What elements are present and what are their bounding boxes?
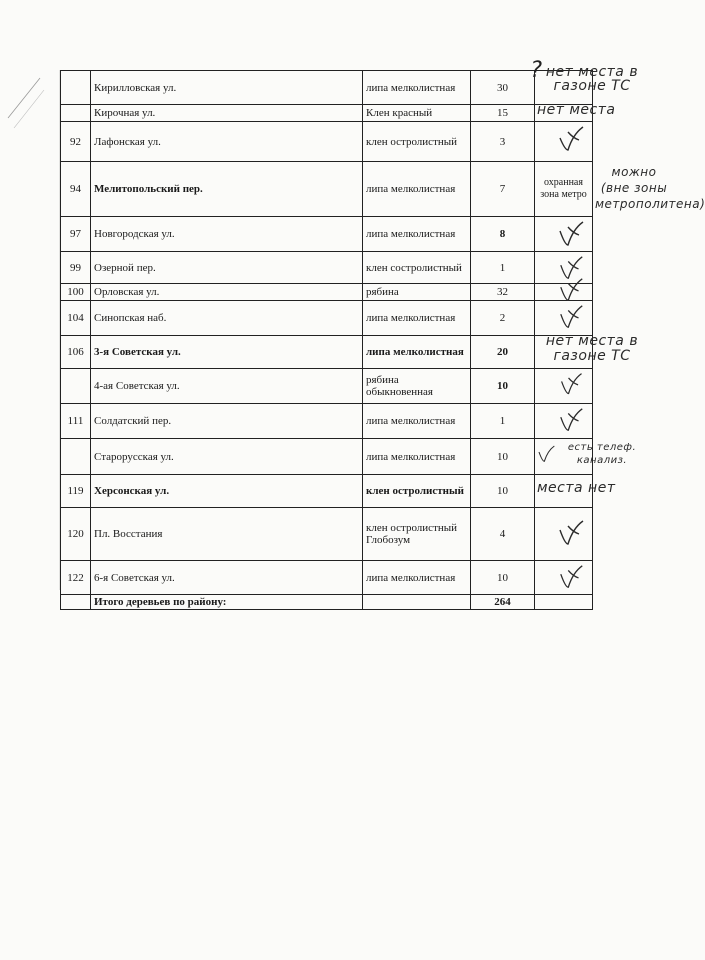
check-mark-icon — [537, 443, 557, 465]
tree-count: 10 — [471, 561, 535, 595]
note-cell — [535, 404, 593, 439]
note-cell — [535, 561, 593, 595]
street-name: Синопская наб. — [91, 301, 363, 336]
row-number — [61, 369, 91, 404]
tree-count: 7 — [471, 162, 535, 217]
street-name: Орловская ул. — [91, 284, 363, 301]
table-row — [61, 369, 593, 404]
note-cell — [535, 369, 593, 404]
tree-species: клен остролистный Глобозум — [363, 508, 471, 561]
tree-count-value: 30 — [497, 81, 508, 94]
tree-species: липа мелколистная — [363, 71, 471, 105]
check-mark-icon — [557, 563, 587, 591]
street-name: Кирилловская ул. — [91, 71, 363, 105]
handwritten-note: нет места в газоне ТС — [545, 333, 639, 364]
tree-count: 8 — [471, 217, 535, 252]
note-cell — [535, 102, 616, 122]
table-row — [61, 162, 593, 217]
tree-species: липа мелколистная — [363, 217, 471, 252]
table-row — [61, 284, 593, 301]
handwritten-note: можно (вне зоны метрополитена) — [595, 165, 705, 211]
tree-species: липа мелколистная — [363, 336, 471, 369]
check-mark-icon — [557, 219, 587, 249]
note-cell — [535, 122, 593, 162]
tree-count: 10 — [471, 475, 535, 508]
street-name: Пл. Восстания — [91, 508, 363, 561]
tree-count: 10 — [471, 439, 535, 475]
row-number — [61, 105, 91, 122]
question-mark: ? — [530, 58, 542, 83]
table-row — [61, 439, 593, 475]
tree-count — [471, 58, 542, 105]
tree-count: 20 — [471, 336, 535, 369]
check-mark-icon — [557, 124, 587, 154]
note-cell — [535, 475, 616, 508]
row-number: 104 — [61, 301, 91, 336]
note-cell — [535, 64, 639, 105]
row-number: 99 — [61, 252, 91, 284]
row-number: 94 — [61, 162, 91, 217]
table-row — [61, 404, 593, 439]
trees-table — [60, 58, 705, 610]
street-name: Лафонская ул. — [91, 122, 363, 162]
note-text: охранная зона метро — [540, 177, 587, 200]
note-cell — [535, 284, 593, 301]
tree-count: 1 — [471, 404, 535, 439]
handwritten-note: места нет — [537, 480, 616, 496]
total-species-cell — [363, 595, 471, 610]
table-row — [61, 508, 593, 561]
handwritten-note: есть телеф. канализ. — [567, 442, 637, 466]
street-name: Старорусская ул. — [91, 439, 363, 475]
row-number: 120 — [61, 508, 91, 561]
row-number — [61, 439, 91, 475]
street-name: Кирочная ул. — [91, 105, 363, 122]
note-cell — [535, 333, 639, 369]
note-cell — [535, 217, 593, 252]
handwritten-note: нет места в газоне ТС — [545, 64, 639, 94]
tree-species: липа мелколистная — [363, 561, 471, 595]
table-row — [61, 252, 593, 284]
row-number — [61, 71, 91, 105]
table-row — [61, 217, 593, 252]
handwritten-note: нет места — [537, 102, 616, 118]
street-name: Озерной пер. — [91, 252, 363, 284]
table-row — [61, 71, 593, 105]
street-name: 6-я Советская ул. — [91, 561, 363, 595]
row-number: 111 — [61, 404, 91, 439]
table-row — [61, 475, 593, 508]
street-name: 4-ая Советская ул. — [91, 369, 363, 404]
street-name: Мелитопольский пер. — [91, 162, 363, 217]
table-row — [61, 301, 593, 336]
tree-count: 3 — [471, 122, 535, 162]
tree-species: клен остролистный — [363, 122, 471, 162]
tree-species: рябина — [363, 284, 471, 301]
total-number-cell — [61, 595, 91, 610]
row-number: 92 — [61, 122, 91, 162]
tree-species: клен остролистный — [363, 475, 471, 508]
tree-count: 10 — [471, 369, 535, 404]
note-cell — [535, 301, 593, 336]
tree-count: 32 — [471, 284, 535, 301]
street-name: Херсонская ул. — [91, 475, 363, 508]
table-row — [61, 561, 593, 595]
tree-count: 15 — [471, 105, 535, 122]
row-number: 119 — [61, 475, 91, 508]
total-note-cell — [535, 595, 593, 610]
tree-species: клен состролистный — [363, 252, 471, 284]
table-row — [61, 336, 593, 369]
street-name: Солдатский пер. — [91, 404, 363, 439]
check-mark-icon — [557, 371, 587, 397]
table-row — [61, 122, 593, 162]
tree-species: липа мелколистная — [363, 439, 471, 475]
tree-species: липа мелколистная — [363, 162, 471, 217]
total-label: Итого деревьев по району: — [91, 595, 363, 610]
row-number: 106 — [61, 336, 91, 369]
total-count: 264 — [471, 595, 535, 610]
check-mark-icon — [557, 406, 587, 434]
tree-count: 1 — [471, 252, 535, 284]
tree-species: липа мелколистная — [363, 404, 471, 439]
note-cell — [535, 508, 593, 561]
street-name: 3-я Советская ул. — [91, 336, 363, 369]
row-number: 100 — [61, 284, 91, 301]
table-row — [61, 105, 593, 122]
tree-species: рябина обыкновенная — [363, 369, 471, 404]
note-cell — [535, 162, 705, 217]
row-number: 97 — [61, 217, 91, 252]
row-number: 122 — [61, 561, 91, 595]
tree-count: 2 — [471, 301, 535, 336]
total-row — [61, 595, 593, 610]
street-name: Новгородская ул. — [91, 217, 363, 252]
check-mark-icon — [557, 303, 587, 331]
note-cell — [535, 439, 637, 475]
tree-species: Клен красный — [363, 105, 471, 122]
check-mark-icon — [557, 518, 587, 548]
tree-count: 4 — [471, 508, 535, 561]
tree-species: липа мелколистная — [363, 301, 471, 336]
